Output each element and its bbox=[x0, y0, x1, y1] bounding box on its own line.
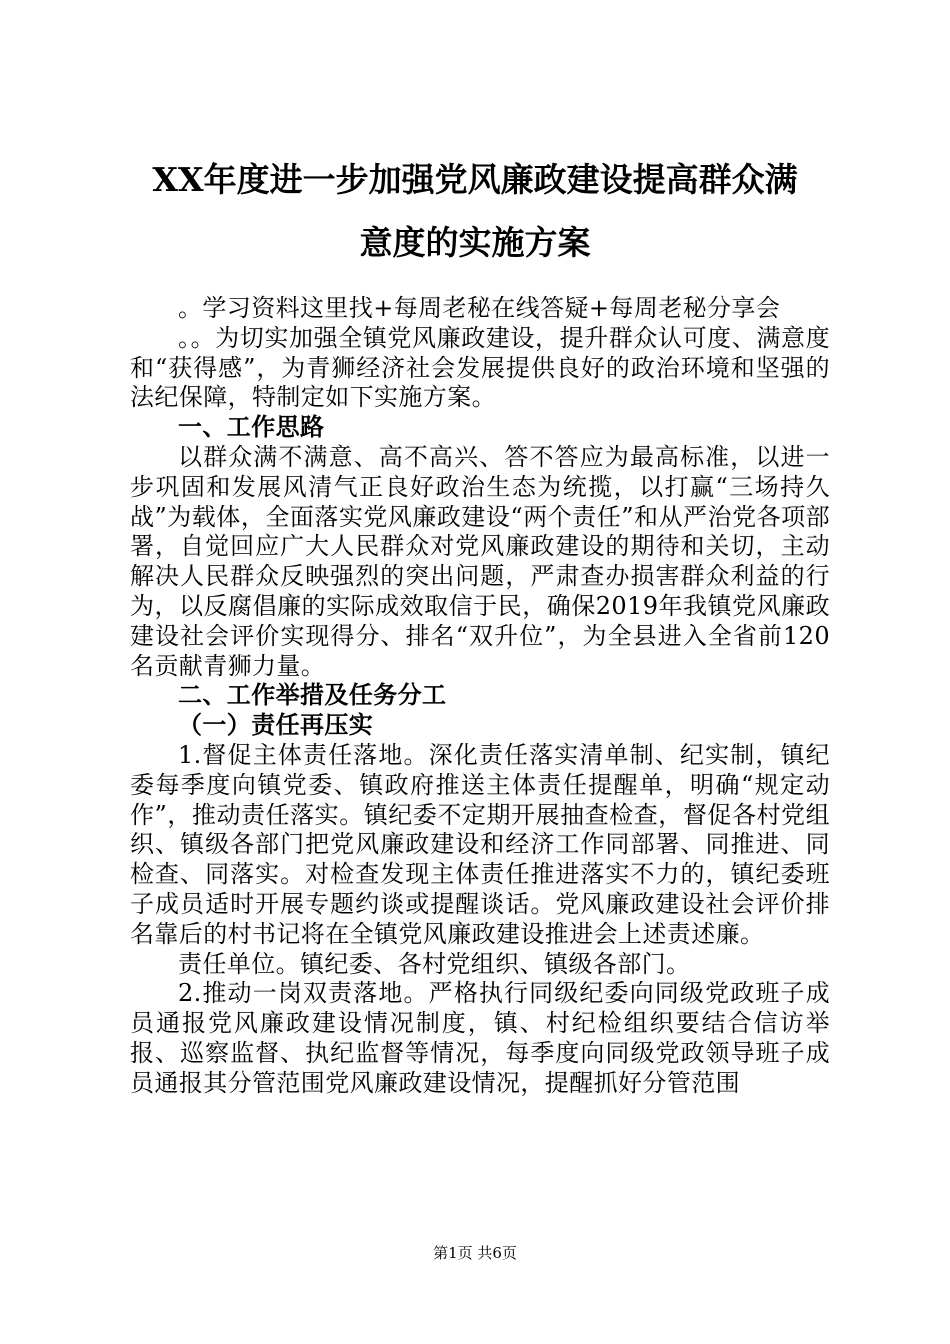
item-1-paragraph: 1.督促主体责任落地。深化责任落实清单制、纪实制，镇纪委每季度向镇党委、镇政府推送主体责任提醒单，明确“规定动作”，推动责任落实。镇纪委不定期开展抽查检查，督促各村党组织、镇级各部门把党风廉政建设和经济工作同部署、同推进、同检查、同落实。对检查发现主体责任推进落实不力的，镇纪委班子成员适时开展专题约谈或提醒谈话。党风廉政建设社会评价排名靠后的村书记将在全镇党风廉政建设推进会上述责述廉。 bbox=[130, 740, 830, 948]
section-1-paragraph: 以群众满不满意、高不高兴、答不答应为最高标准，以进一步巩固和发展风清气正良好政治生态为统揽，以打赢“三场持久战”为载体，全面落实党风廉政建设“两个责任”和从严治党各项部署，自觉回应广大人民群众对党风廉政建设的期待和关切，主动解决人民群众反映强烈的突出问题，严肃查办损害群众利益的行为，以反腐倡廉的实际成效取信于民，确保2019年我镇党风廉政建设社会评价实现得分、排名“双升位”，为全县进入全省前120名贡献青狮力量。 bbox=[130, 442, 830, 680]
section-heading-2: 二、工作举措及任务分工 bbox=[178, 681, 447, 710]
page-footer: 第1页 共6页 bbox=[433, 1244, 517, 1262]
intro-note: 。学习资料这里找+每周老秘在线答疑+每周老秘分享会 bbox=[178, 294, 781, 322]
section-heading-1: 一、工作思路 bbox=[178, 413, 325, 442]
item-1-responsible-units: 责任单位。镇纪委、各村党组织、镇级各部门。 bbox=[178, 949, 691, 978]
document-body bbox=[130, 294, 830, 1099]
document-title-line-2: 意度的实施方案 bbox=[359, 223, 591, 262]
item-2-paragraph: 2.推动一岗双责落地。严格执行同级纪委向同级党政班子成员通报党风廉政建设情况制度，镇、村纪检组织要结合信访举报、巡察监督、执纪监督等情况，每季度向同级党政领导班子成员通报其分管范围党风廉政建设情况，提醒抓好分管范围 bbox=[130, 979, 830, 1097]
intro-paragraph: 。。为切实加强全镇党风廉政建设，提升群众认可度、满意度和“获得感”，为青狮经济社会发展提供良好的政治环境和坚强的法纪保障，特制定如下实施方案。 bbox=[130, 323, 830, 412]
subsection-heading-1: （一）责任再压实 bbox=[178, 711, 374, 740]
document-title-line-1: XX年度进一步加强党风廉政建设提高群众满 bbox=[152, 160, 798, 199]
